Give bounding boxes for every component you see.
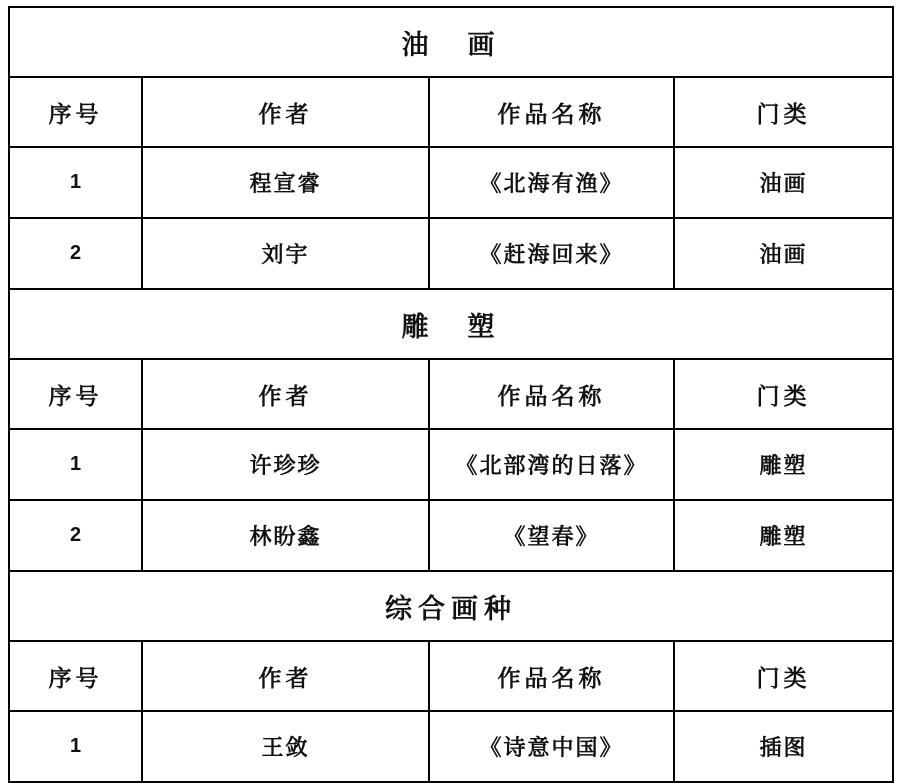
section-title-row <box>9 571 893 641</box>
column-header-author: 作者 <box>142 359 429 429</box>
cell-work-title: 《诗意中国》 <box>429 711 674 782</box>
table-row <box>9 500 893 571</box>
cell-author: 许珍珍 <box>142 429 429 500</box>
column-header-work-title: 作品名称 <box>429 77 674 147</box>
cell-index: 1 <box>9 429 142 500</box>
column-header-index: 序号 <box>9 77 142 147</box>
cell-index: 1 <box>9 711 142 782</box>
cell-work-title: 《望春》 <box>429 500 674 571</box>
column-header-index: 序号 <box>9 359 142 429</box>
artworks-table <box>8 6 894 783</box>
column-header-category: 门类 <box>674 77 893 147</box>
cell-work-title: 《赶海回来》 <box>429 218 674 289</box>
cell-author: 程宣睿 <box>142 147 429 218</box>
column-header-work-title: 作品名称 <box>429 641 674 711</box>
cell-index: 2 <box>9 500 142 571</box>
cell-category: 雕塑 <box>674 429 893 500</box>
table-row <box>9 429 893 500</box>
column-header-row <box>9 641 893 711</box>
table-row <box>9 218 893 289</box>
cell-index: 1 <box>9 147 142 218</box>
section-title: 油 画 <box>9 7 893 77</box>
section-title-row <box>9 289 893 359</box>
column-header-row <box>9 359 893 429</box>
column-header-index: 序号 <box>9 641 142 711</box>
column-header-work-title: 作品名称 <box>429 359 674 429</box>
column-header-category: 门类 <box>674 641 893 711</box>
cell-author: 王敛 <box>142 711 429 782</box>
column-header-row <box>9 77 893 147</box>
cell-author: 林盼鑫 <box>142 500 429 571</box>
cell-author: 刘宇 <box>142 218 429 289</box>
section-title: 综合画种 <box>9 571 893 641</box>
table-row <box>9 147 893 218</box>
table-row <box>9 711 893 782</box>
column-header-author: 作者 <box>142 641 429 711</box>
cell-index: 2 <box>9 218 142 289</box>
section-title: 雕 塑 <box>9 289 893 359</box>
cell-work-title: 《北部湾的日落》 <box>429 429 674 500</box>
column-header-category: 门类 <box>674 359 893 429</box>
cell-work-title: 《北海有渔》 <box>429 147 674 218</box>
cell-category: 雕塑 <box>674 500 893 571</box>
cell-category: 插图 <box>674 711 893 782</box>
section-title-row <box>9 7 893 77</box>
cell-category: 油画 <box>674 218 893 289</box>
cell-category: 油画 <box>674 147 893 218</box>
column-header-author: 作者 <box>142 77 429 147</box>
